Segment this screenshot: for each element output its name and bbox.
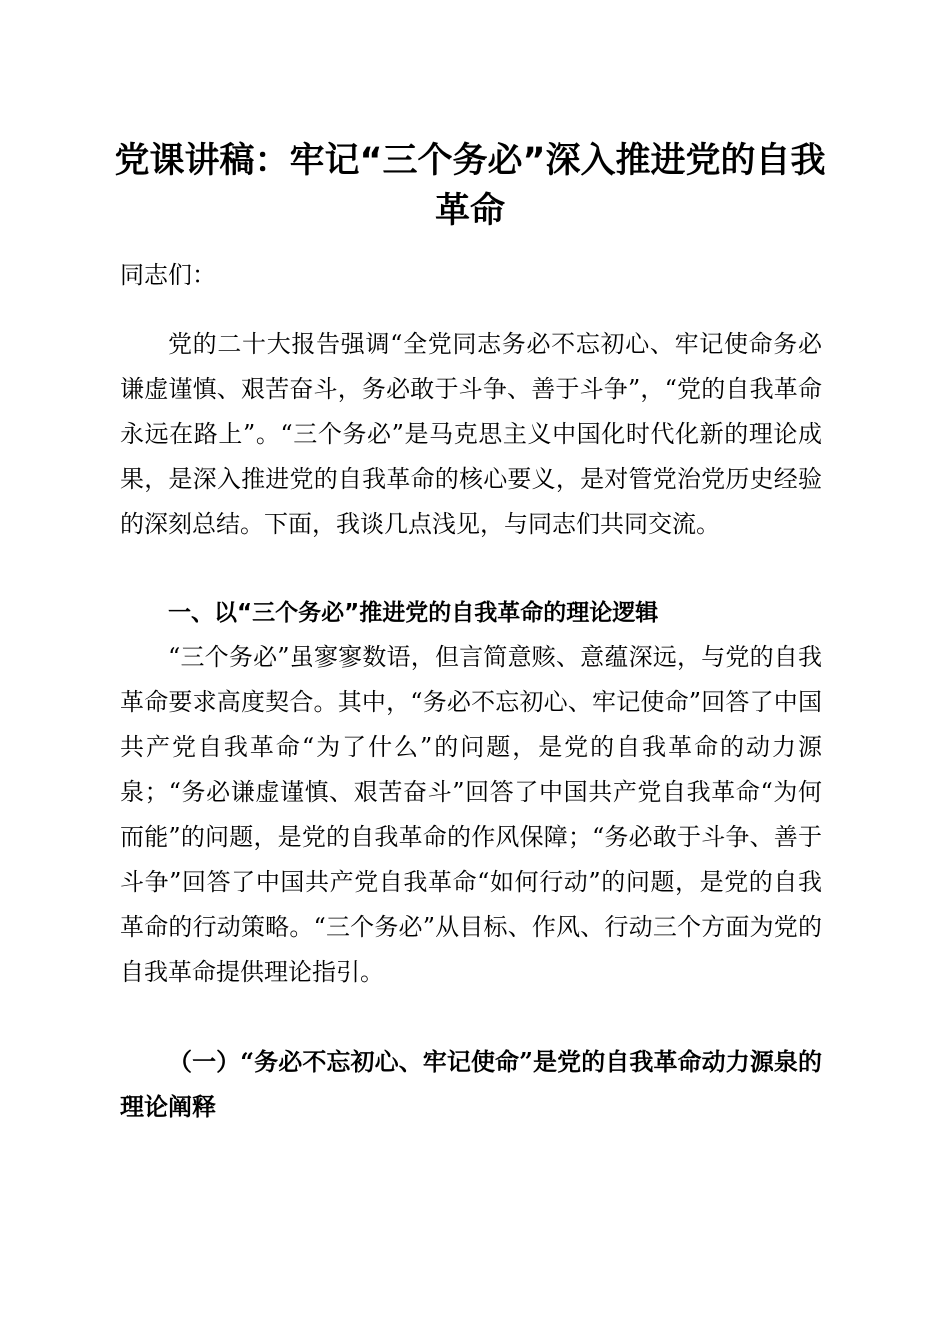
section-heading: 一、以“三个务必”推进党的自我革命的理论逻辑 [168, 600, 659, 626]
salutation: 同志们： [120, 261, 216, 289]
paragraph-intro: 党的二十大报告强调“全党同志务必不忘初心、牢记使命务必谦虚谨慎、艰苦奋斗，务必敢于斗争、善于斗争”，“党的自我革命永远在路上”。“三个务必”是马克思主义中国化时代化新的理论成果，是深入推进党的自我革命的核心要义，是对管党治党历史经验的深刻总结。下面，我谈几点浅见，与同志们共同交流。 [120, 330, 822, 538]
document-title: 党课讲稿：牢记“三个务必”深入推进党的自我革命 [114, 141, 826, 231]
subsection-heading: （一）“务必不忘初心、牢记使命”是党的自我革命动力源泉的理论阐释 [120, 1047, 822, 1121]
paragraph-section-1: “三个务必”虽寥寥数语，但言简意赅、意蕴深远，与党的自我革命要求高度契合。其中，“务必不忘初心、牢记使命”回答了中国共产党自我革命“为了什么”的问题，是党的自我革命的动力源泉；“务必谦虚谨慎、艰苦奋斗”回答了中国共产党自我革命“为何而能”的问题，是党的自我革命的作风保障；“务必敢于斗争、善于斗争”回答了中国共产党自我革命“如何行动”的问题，是党的自我革命的行动策略。“三个务必”从目标、作风、行动三个方面为党的自我革命提供理论指引。 [120, 643, 822, 986]
